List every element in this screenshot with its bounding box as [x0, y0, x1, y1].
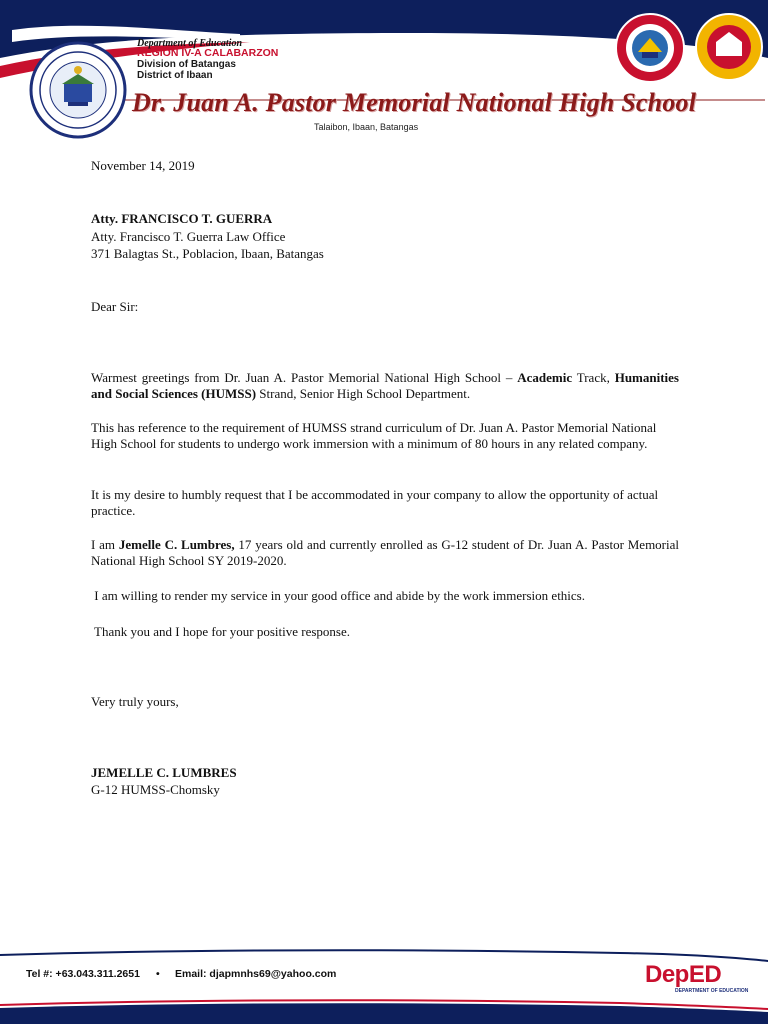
letter-date: November 14, 2019 — [91, 158, 195, 173]
paragraph-thanks: Thank you and I hope for your positive response. — [91, 624, 350, 639]
footer-bullet: • — [156, 968, 160, 980]
deped-logo — [645, 962, 755, 996]
paragraph-greeting — [91, 370, 679, 402]
closing: Very truly yours, — [91, 694, 179, 709]
recipient-address: 371 Balagtas St., Poblacion, Ibaan, Batangas — [91, 246, 324, 261]
footer-telephone: Tel #: +63.043.311.2651 — [26, 968, 140, 980]
paragraph-introduction — [91, 537, 679, 569]
p4-rest: 17 years old and currently enrolled as G-12 student of Dr. Juan A. Pastor Memorial National High School SY 2019-2020. — [91, 537, 679, 568]
division-label: Division of Batangas — [137, 59, 236, 70]
paragraph-request: It is my desire to humbly request that I be accommodated in your company to allow the opportunity of actual practice. — [91, 487, 659, 518]
paragraph-willing: I am willing to render my service in your good office and abide by the work immersion ethics. — [91, 588, 585, 603]
deped-logo-text: DepED — [645, 961, 722, 988]
district-label: District of Ibaan — [137, 70, 213, 81]
p1-text: Warmest greetings from Dr. Juan A. Pastor Memorial National High School – — [91, 370, 518, 385]
school-name: Dr. Juan A. Pastor Memorial National High School — [132, 88, 697, 117]
paragraph-reference: This has reference to the requirement of HUMSS strand curriculum of Dr. Juan A. Pastor Memorial National High School for students to undergo work immersion with a minimum of 80 hours in any related company. — [91, 420, 657, 451]
division-seal-icon — [614, 12, 686, 84]
department-label: Department of Education — [137, 38, 243, 49]
salutation: Dear Sir: — [91, 299, 139, 314]
p1-academic: Academic — [517, 370, 573, 385]
school-address: Talaibon, Ibaan, Batangas — [314, 122, 419, 132]
letterhead — [0, 0, 768, 140]
sender-section: G-12 HUMSS-Chomsky — [91, 782, 220, 797]
school-seal-icon — [28, 40, 128, 140]
p4-name: Jemelle C. Lumbres, — [118, 537, 235, 552]
region-seal-icon — [694, 12, 764, 82]
sender-name: JEMELLE C. LUMBRES — [91, 765, 237, 780]
p1-track: Track, — [572, 370, 615, 385]
deped-logo-subtext: DEPARTMENT OF EDUCATION — [675, 988, 749, 994]
recipient-name: Atty. FRANCISCO T. GUERRA — [91, 211, 273, 226]
p1-strand: Strand, Senior High School Department. — [256, 386, 471, 401]
footer-email: Email: djapmnhs69@yahoo.com — [175, 968, 337, 980]
region-label: REGION IV-A CALABARZON — [137, 47, 279, 59]
recipient-office: Atty. Francisco T. Guerra Law Office — [91, 229, 286, 244]
p4-text: I am — [91, 537, 119, 552]
p1-humss: Humanities and Social Sciences (HUMSS) — [91, 370, 679, 401]
